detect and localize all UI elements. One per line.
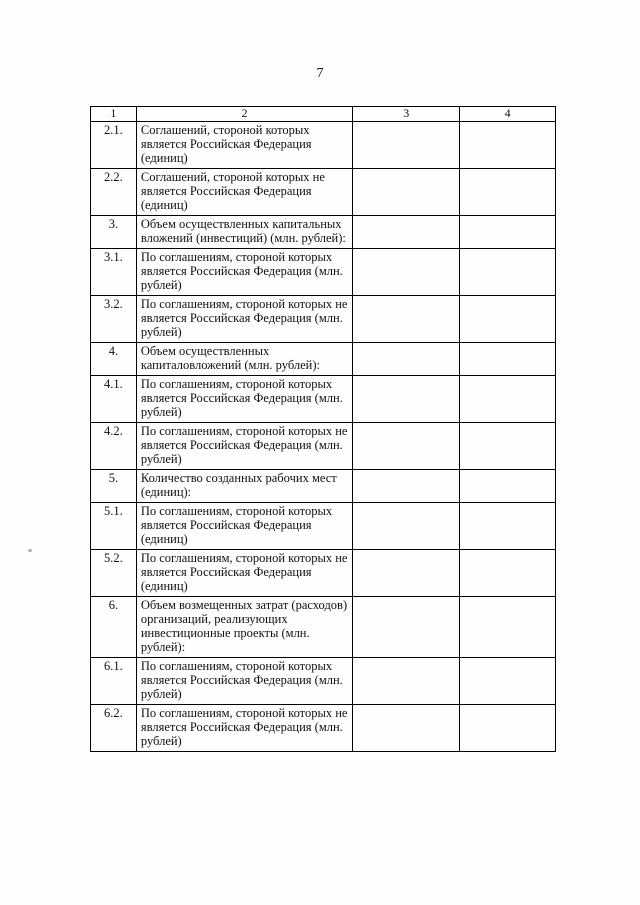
row-value-4 [460, 296, 556, 343]
row-number: 6.2. [91, 705, 137, 752]
row-number: 5. [91, 470, 137, 503]
table-row [91, 597, 556, 658]
row-number: 6.1. [91, 658, 137, 705]
table-row [91, 658, 556, 705]
table-row [91, 216, 556, 249]
table-row [91, 423, 556, 470]
row-label: По соглашениям, стороной которых является Российская Федерация (млн. рублей) [136, 249, 352, 296]
row-value-3 [353, 597, 460, 658]
column-header-1: 1 [91, 107, 137, 122]
row-label: По соглашениям, стороной которых является Российская Федерация (млн. рублей) [136, 376, 352, 423]
row-value-3 [353, 122, 460, 169]
row-value-4 [460, 470, 556, 503]
table-row [91, 249, 556, 296]
table-row [91, 705, 556, 752]
table-body [91, 122, 556, 752]
row-value-4 [460, 376, 556, 423]
row-label: Соглашений, стороной которых является Российская Федерация (единиц) [136, 122, 352, 169]
row-value-4 [460, 122, 556, 169]
row-value-3 [353, 376, 460, 423]
row-label: По соглашениям, стороной которых не является Российская Федерация (млн. рублей) [136, 423, 352, 470]
row-value-3 [353, 249, 460, 296]
row-value-4 [460, 216, 556, 249]
row-value-3 [353, 296, 460, 343]
row-number: 3. [91, 216, 137, 249]
row-value-4 [460, 249, 556, 296]
table-row [91, 503, 556, 550]
table-row [91, 169, 556, 216]
row-value-3 [353, 216, 460, 249]
table-row [91, 296, 556, 343]
column-header-4: 4 [460, 107, 556, 122]
row-number: 2.1. [91, 122, 137, 169]
row-value-3 [353, 343, 460, 376]
row-value-4 [460, 423, 556, 470]
row-value-4 [460, 550, 556, 597]
row-number: 3.1. [91, 249, 137, 296]
column-header-2: 2 [136, 107, 352, 122]
row-value-4 [460, 343, 556, 376]
row-value-4 [460, 503, 556, 550]
row-number: 6. [91, 597, 137, 658]
row-label: По соглашениям, стороной которых является Российская Федерация (единиц) [136, 503, 352, 550]
table-header-row [91, 107, 556, 122]
row-label: По соглашениям, стороной которых не является Российская Федерация (млн. рублей) [136, 705, 352, 752]
row-number: 4.1. [91, 376, 137, 423]
data-table [90, 106, 556, 752]
row-value-3 [353, 705, 460, 752]
row-label: По соглашениям, стороной которых не является Российская Федерация (единиц) [136, 550, 352, 597]
row-value-3 [353, 503, 460, 550]
table-row [91, 376, 556, 423]
row-number: 3.2. [91, 296, 137, 343]
row-value-4 [460, 705, 556, 752]
row-value-4 [460, 169, 556, 216]
row-label: Объем осуществленных капитальных вложений (инвестиций) (млн. рублей): [136, 216, 352, 249]
column-header-3: 3 [353, 107, 460, 122]
scan-artifact [28, 549, 32, 552]
row-label: По соглашениям, стороной которых не является Российская Федерация (млн. рублей) [136, 296, 352, 343]
row-value-3 [353, 658, 460, 705]
page-number: 7 [316, 66, 324, 81]
row-label: Соглашений, стороной которых не является Российская Федерация (единиц) [136, 169, 352, 216]
row-number: 5.2. [91, 550, 137, 597]
row-label: Количество созданных рабочих мест (единиц): [136, 470, 352, 503]
row-label: По соглашениям, стороной которых является Российская Федерация (млн. рублей) [136, 658, 352, 705]
row-label: Объем осуществленных капиталовложений (млн. рублей): [136, 343, 352, 376]
table-header [91, 107, 556, 122]
row-value-3 [353, 550, 460, 597]
row-value-4 [460, 658, 556, 705]
row-value-4 [460, 597, 556, 658]
row-number: 5.1. [91, 503, 137, 550]
row-value-3 [353, 169, 460, 216]
row-value-3 [353, 470, 460, 503]
row-label: Объем возмещенных затрат (расходов) организаций, реализующих инвестиционные проекты (млн. рублей): [136, 597, 352, 658]
row-number: 4. [91, 343, 137, 376]
table-row [91, 343, 556, 376]
row-number: 4.2. [91, 423, 137, 470]
row-number: 2.2. [91, 169, 137, 216]
table-row [91, 122, 556, 169]
table-row [91, 470, 556, 503]
row-value-3 [353, 423, 460, 470]
table-row [91, 550, 556, 597]
